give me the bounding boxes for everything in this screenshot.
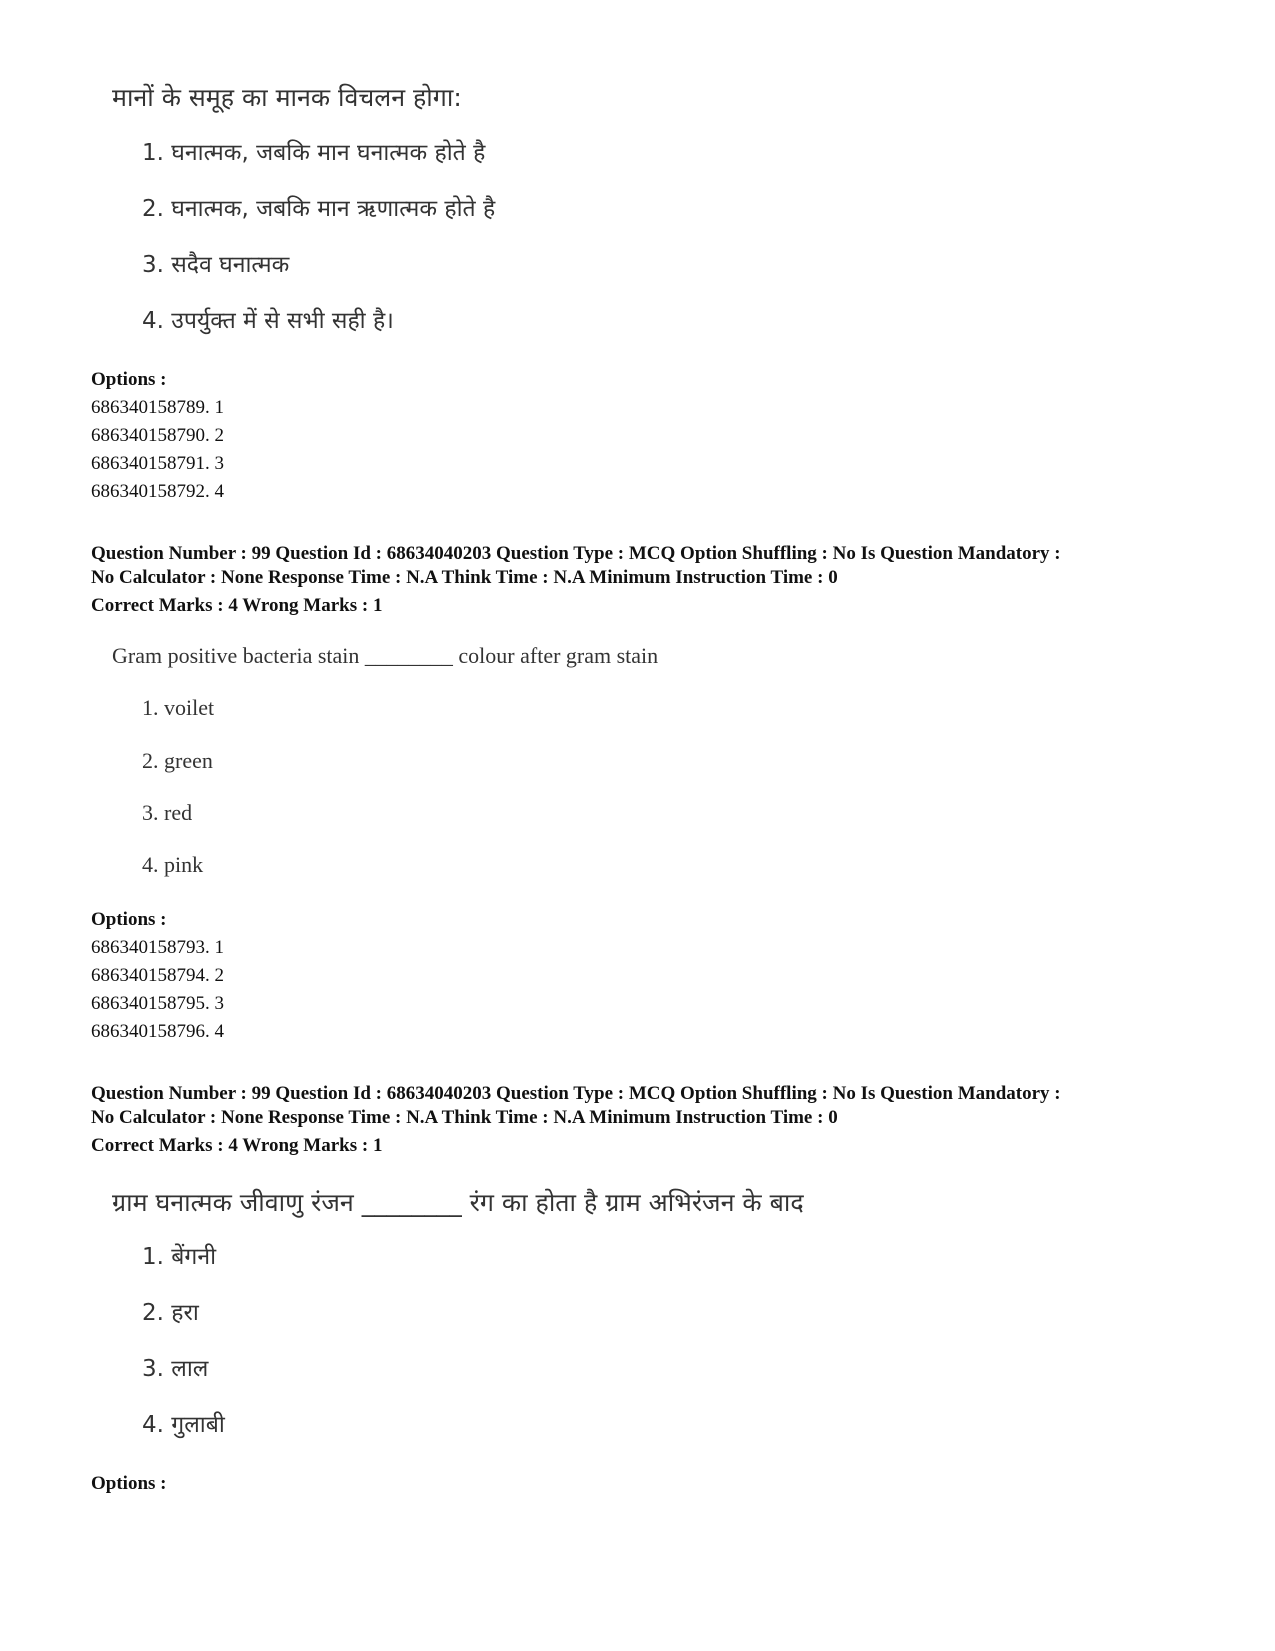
options-heading: Options : bbox=[91, 369, 167, 390]
question-marks: Correct Marks : 4 Wrong Marks : 1 bbox=[91, 595, 383, 616]
question-marks: Correct Marks : 4 Wrong Marks : 1 bbox=[91, 1135, 383, 1156]
question-meta-block bbox=[91, 1082, 1061, 1158]
options-block bbox=[91, 906, 224, 1046]
option-id-line: 686340158794. 2 bbox=[91, 965, 224, 986]
question-option-4: 4. उपर्युक्त में से सभी सही है। bbox=[142, 308, 394, 334]
question-meta-line-2: No Calculator : None Response Time : N.A Think Time : N.A Minimum Instruction Time : 0 bbox=[91, 567, 838, 588]
question-option-3: 3. सदैव घनात्मक bbox=[142, 252, 290, 278]
question-option-1: 1. घनात्मक, जबकि मान घनात्मक होते है bbox=[142, 140, 486, 166]
question-stem: ग्राम घनात्मक जीवाणु रंजन ________ रंग का होता है ग्राम अभिरंजन के बाद bbox=[112, 1188, 804, 1217]
question-option-3: 3. red bbox=[142, 800, 193, 825]
question-option-1: 1. बेंगनी bbox=[142, 1244, 217, 1270]
question-option-2: 2. हरा bbox=[142, 1300, 199, 1326]
option-id-line: 686340158792. 4 bbox=[91, 481, 224, 502]
question-option-4: 4. pink bbox=[142, 852, 204, 877]
question-meta-line-2: No Calculator : None Response Time : N.A Think Time : N.A Minimum Instruction Time : 0 bbox=[91, 1107, 838, 1128]
question-option-2: 2. घनात्मक, जबकि मान ऋणात्मक होते है bbox=[142, 196, 496, 222]
question-stem: मानों के समूह का मानक विचलन होगा: bbox=[112, 83, 462, 112]
question-meta-line-1: Question Number : 99 Question Id : 68634040203 Question Type : MCQ Option Shuffling : No Is Question Mandatory : bbox=[91, 543, 1061, 564]
question-stem: Gram positive bacteria stain ________ colour after gram stain bbox=[112, 643, 659, 668]
question-meta-block bbox=[91, 542, 1061, 618]
option-id-line: 686340158793. 1 bbox=[91, 937, 224, 958]
options-heading: Options : bbox=[91, 909, 167, 930]
question-option-2: 2. green bbox=[142, 748, 213, 773]
option-id-line: 686340158796. 4 bbox=[91, 1021, 224, 1042]
options-block bbox=[91, 1470, 167, 1498]
option-id-line: 686340158791. 3 bbox=[91, 453, 224, 474]
question-option-3: 3. लाल bbox=[142, 1356, 209, 1382]
option-id-line: 686340158790. 2 bbox=[91, 425, 224, 446]
options-heading: Options : bbox=[91, 1473, 167, 1494]
option-id-line: 686340158795. 3 bbox=[91, 993, 224, 1014]
question-option-4: 4. गुलाबी bbox=[142, 1412, 225, 1438]
question-option-1: 1. voilet bbox=[142, 695, 215, 720]
question-meta-line-1: Question Number : 99 Question Id : 68634040203 Question Type : MCQ Option Shuffling : No Is Question Mandatory : bbox=[91, 1083, 1061, 1104]
options-block bbox=[91, 366, 224, 506]
option-id-line: 686340158789. 1 bbox=[91, 397, 224, 418]
